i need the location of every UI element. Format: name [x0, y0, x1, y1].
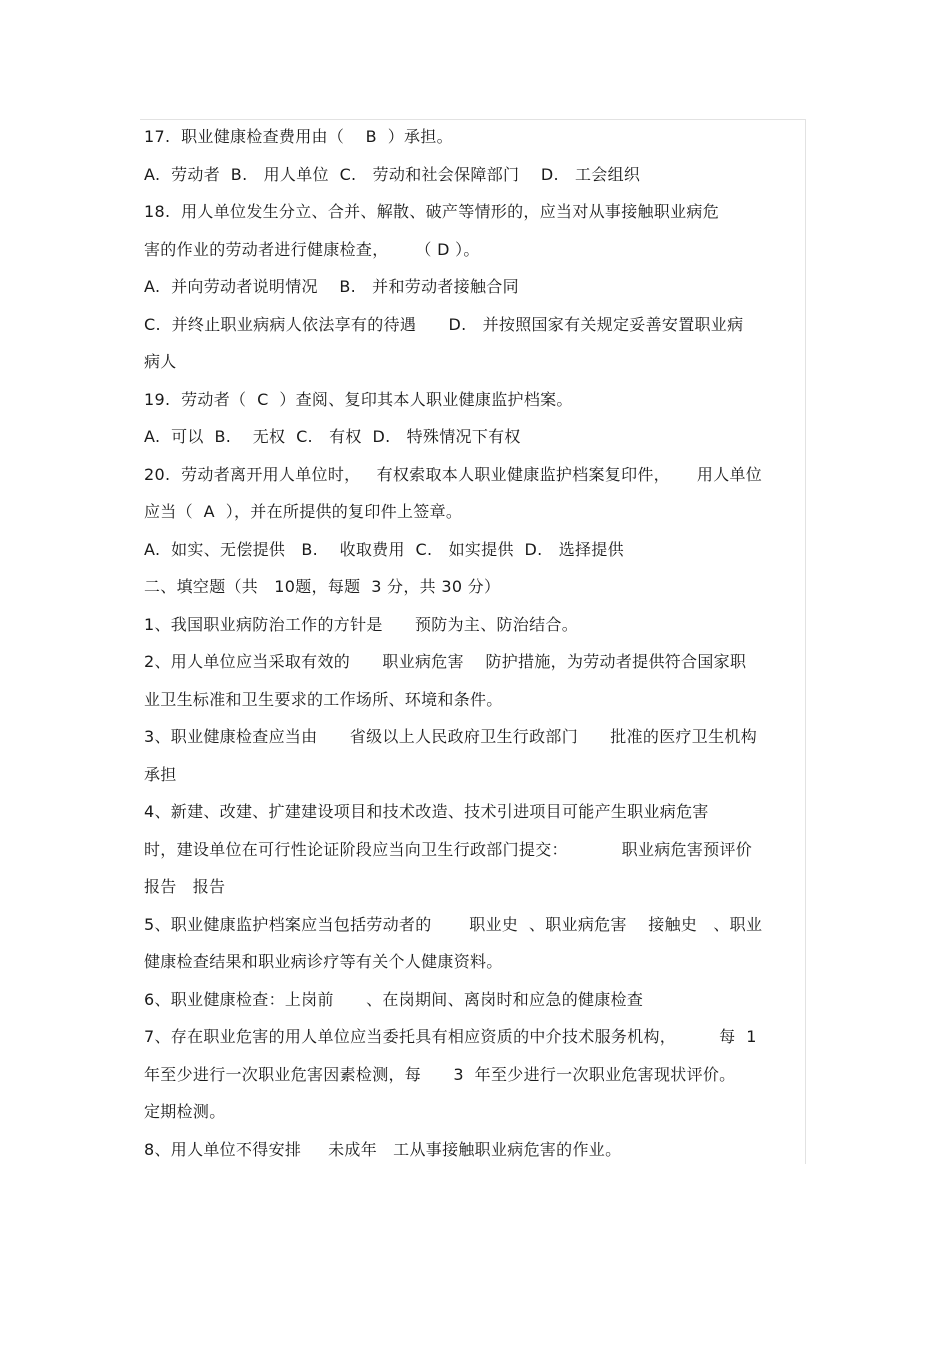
question-18-options-cd: C. 并终止职业病病人依法享有的待遇 D. 并按照国家有关规定妥善安置职业病: [144, 314, 744, 334]
fill-item-2: 2、用人单位应当采取有效的 职业病危害 防护措施，为劳动者提供符合国家职: [144, 652, 747, 671]
fill-item-5: 5、职业健康监护档案应当包括劳动者的 职业史 、职业病危害 接触史 、职业: [144, 914, 763, 934]
question-18-options-ab: A. 并向劳动者说明情况 B. 并和劳动者接触合同: [144, 277, 519, 296]
question-20-cont: 应当（ A ），并在所提供的复印件上签章。: [144, 502, 463, 521]
question-18: 18. 用人单位发生分立、合并、解散、破产等情形的，应当对从事接触职业病危: [144, 202, 720, 221]
fill-item-3: 3、职业健康检查应当由 省级以上人民政府卫生行政部门 批准的医疗卫生机构: [144, 727, 758, 746]
question-19: 19. 劳动者（ C ）查阅、复印其本人职业健康监护档案。: [144, 389, 573, 409]
question-17-options: A. 劳动者 B. 用人单位 C. 劳动和社会保障部门 D. 工会组织: [144, 164, 641, 184]
document-body: [144, 118, 804, 1168]
question-17: 17. 职业健康检查费用由（ B ）承担。: [144, 127, 453, 146]
fill-item-1: 1、我国职业病防治工作的方针是 预防为主、防治结合。: [144, 614, 578, 634]
question-19-options: A. 可以 B. 无权 C. 有权 D. 特殊情况下有权: [144, 427, 521, 446]
fill-item-6: 6、职业健康检查：上岗前 、在岗期间、离岗时和应急的健康检查: [144, 989, 644, 1009]
question-18-options-cd-cont: 病人: [144, 352, 177, 371]
question-20: 20. 劳动者离开用人单位时， 有权索取本人职业健康监护档案复印件， 用人单位: [144, 464, 763, 484]
section-heading-fill-in: 二、填空题（共 10题，每题 3 分，共 30 分）: [144, 577, 501, 596]
fill-item-3-cont: 承担: [144, 764, 177, 784]
fill-item-5-cont: 健康检查结果和职业病诊疗等有关个人健康资料。: [144, 952, 503, 971]
fill-item-7-cont: 年至少进行一次职业危害因素检测，每 3 年至少进行一次职业危害现状评价。: [144, 1064, 736, 1084]
fill-item-7: 7、存在职业危害的用人单位应当委托具有相应资质的中介技术服务机构， 每 1: [144, 1027, 757, 1046]
fill-item-2-cont: 业卫生标准和卫生要求的工作场所、环境和条件。: [144, 689, 503, 709]
question-18-cont: 害的作业的劳动者进行健康检查， （ D ）。: [144, 239, 480, 259]
question-20-options: A. 如实、无偿提供 B. 收取费用 C. 如实提供 D. 选择提供: [144, 539, 624, 559]
fill-item-8: 8、用人单位不得安排 未成年 工从事接触职业病危害的作业。: [144, 1139, 622, 1159]
fill-item-4-cont-2: 报告 报告: [144, 877, 226, 896]
fill-item-4-cont: 时，建设单位在可行性论证阶段应当向卫生行政部门提交： 职业病危害预评价: [144, 839, 753, 859]
fill-item-7-cont-2: 定期检测。: [144, 1102, 226, 1121]
fill-item-4: 4、新建、改建、扩建建设项目和技术改造、技术引进项目可能产生职业病危害: [144, 802, 709, 821]
